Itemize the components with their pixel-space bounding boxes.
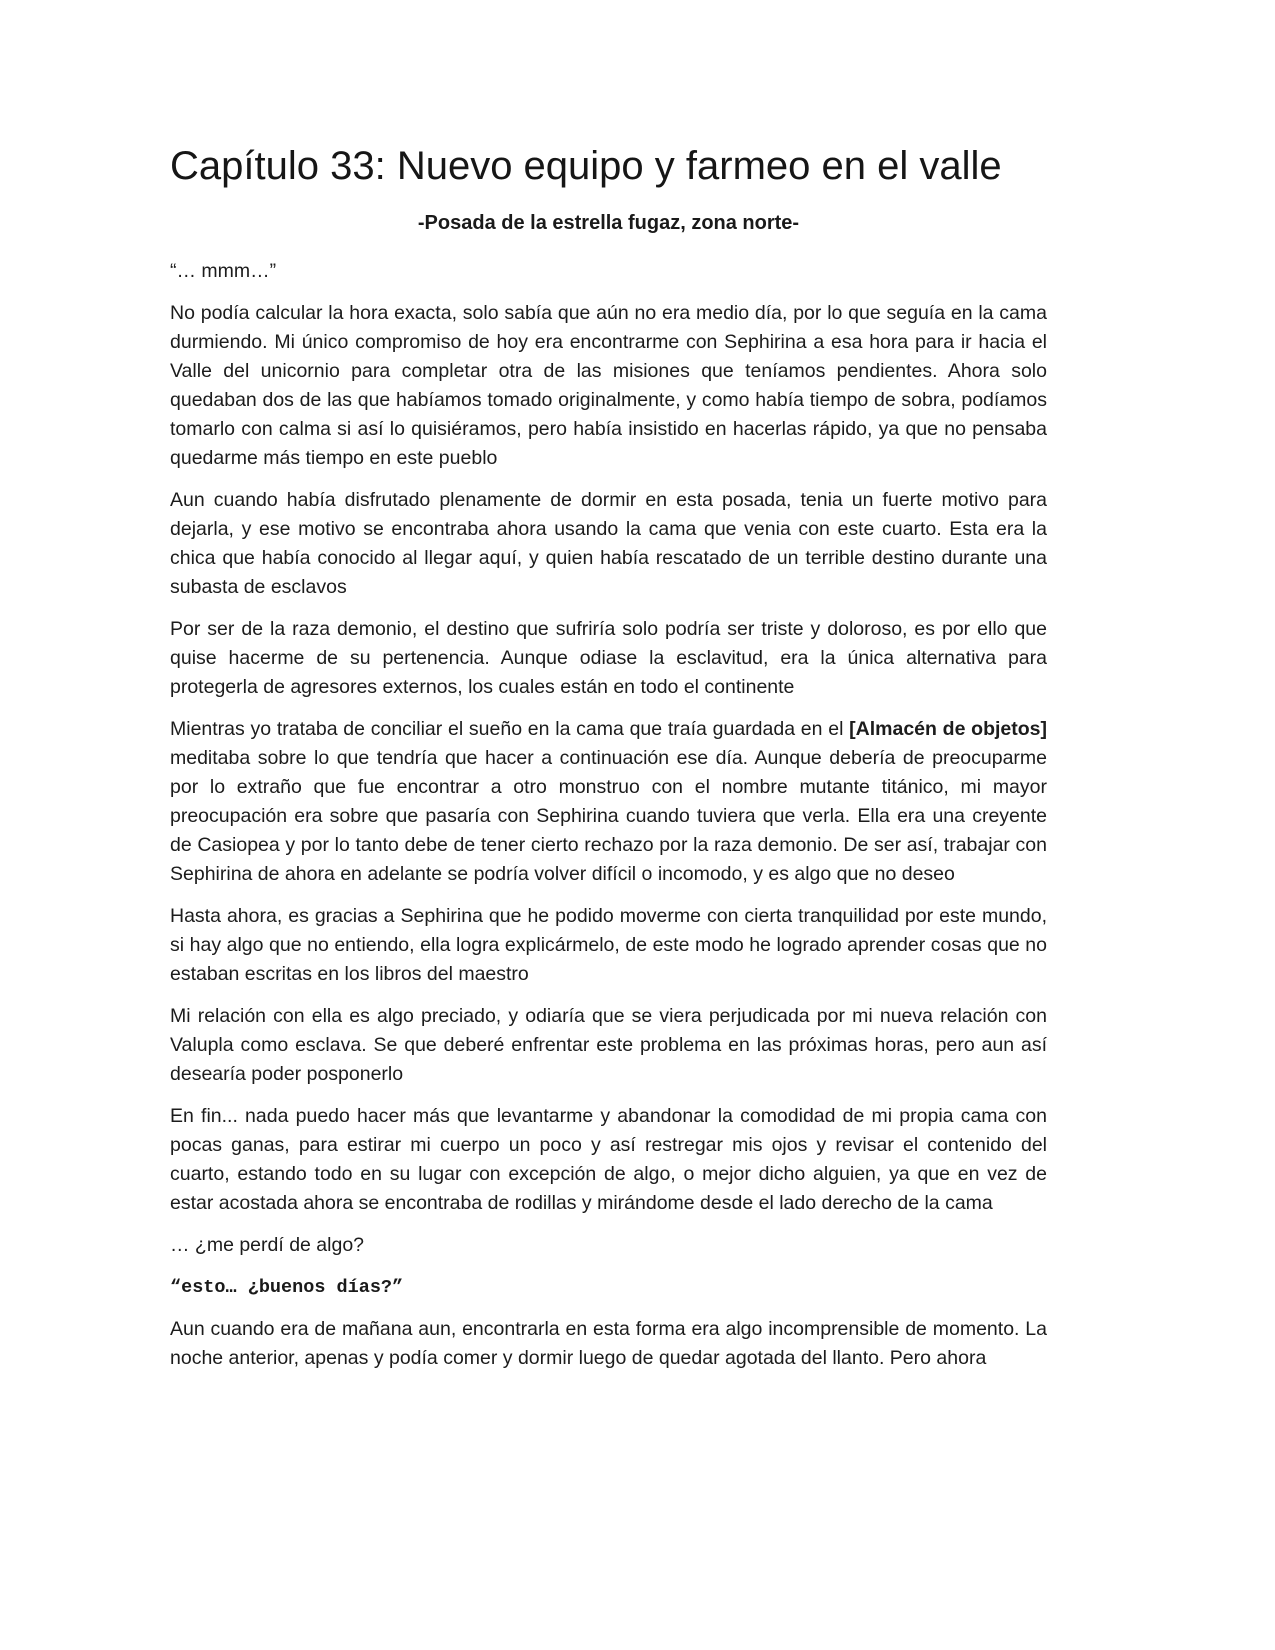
narration-paragraph: Hasta ahora, es gracias a Sephirina que he podido moverme con cierta tranquilidad por este mundo, si hay algo que no entiendo, ella logra explicármelo, de este modo he logrado aprender cosas que no estaban escritas en los libros del maestro bbox=[170, 905, 1047, 985]
narration-paragraph: “… mmm…” bbox=[170, 260, 277, 282]
narration-paragraph bbox=[170, 715, 1047, 889]
narration-paragraph: Aun cuando era de mañana aun, encontrarla en esta forma era algo incomprensible de momento. La noche anterior, apenas y podía comer y dormir luego de quedar agotada del llanto. Pero ahora bbox=[170, 1318, 1047, 1369]
narration-paragraph: No podía calcular la hora exacta, solo sabía que aún no era medio día, por lo que seguía en la cama durmiendo. Mi único compromiso de hoy era encontrarme con Sephirina a esa hora para ir hacia el Valle del unicornio para completar otra de las misiones que teníamos pendientes. Ahora solo quedaban dos de las que habíamos tomado originalmente, y como había tiempo de sobra, podíamos tomarlo con calma si así lo quisiéramos, pero había insistido en hacerlas rápido, ya que no pensaba quedarme más tiempo en este pueblo bbox=[170, 302, 1047, 469]
narration-paragraph: Por ser de la raza demonio, el destino que sufriría solo podría ser triste y doloroso, es por ello que quise hacerme de su pertenencia. Aunque odiase la esclavitud, era la única alternativa para protegerla de agresores externos, los cuales están en todo el continente bbox=[170, 618, 1047, 698]
narration-paragraph: Mi relación con ella es algo preciado, y odiaría que se viera perjudicada por mi nueva relación con Valupla como esclava. Se que deberé enfrentar este problema en las próximas horas, pero aun así desearía poder posponerlo bbox=[170, 1005, 1047, 1085]
narration-paragraph: … ¿me perdí de algo? bbox=[170, 1234, 365, 1256]
narration-paragraph: Aun cuando había disfrutado plenamente de dormir en esta posada, tenia un fuerte motivo para dejarla, y ese motivo se encontraba ahora usando la cama que venia con este cuarto. Esta era la chica que había conocido al llegar aquí, y quien había rescatado de un terrible destino durante una subasta de esclavos bbox=[170, 489, 1047, 598]
scene-location-subtitle: -Posada de la estrella fugaz, zona norte- bbox=[417, 212, 800, 234]
paragraph-text: meditaba sobre lo que tendría que hacer a continuación ese día. Aunque debería de preocuparme por lo extraño que fue encontrar a otro monstruo con el nombre mutante titánico, mi mayor preocupación era sobre que pasaría con Sephirina cuando tuviera que verla. Ella era una creyente de Casiopea y por lo tanto debe de tener cierto rechazo por la raza demonio. De ser así, trabajar con Sephirina de ahora en adelante se podría volver difícil o incomodo, y es algo que no deseo bbox=[170, 747, 1047, 885]
chapter-title: Capítulo 33: Nuevo equipo y farmeo en el valle bbox=[170, 144, 1002, 188]
paragraph-text: Mientras yo trataba de conciliar el sueño en la cama que traía guardada en el bbox=[170, 718, 850, 740]
item-storage-tag: [Almacén de objetos] bbox=[849, 718, 1047, 740]
dialogue-line: “esto… ¿buenos días?” bbox=[170, 1277, 404, 1298]
narration-paragraph: En fin... nada puedo hacer más que levantarme y abandonar la comodidad de mi propia cama con pocas ganas, para estirar mi cuerpo un poco y así restregar mis ojos y revisar el contenido del cuarto, estando todo en su lugar con excepción de algo, o mejor dicho alguien, ya que en vez de estar acostada ahora se encontraba de rodillas y mirándome desde el lado derecho de la cama bbox=[170, 1105, 1047, 1214]
